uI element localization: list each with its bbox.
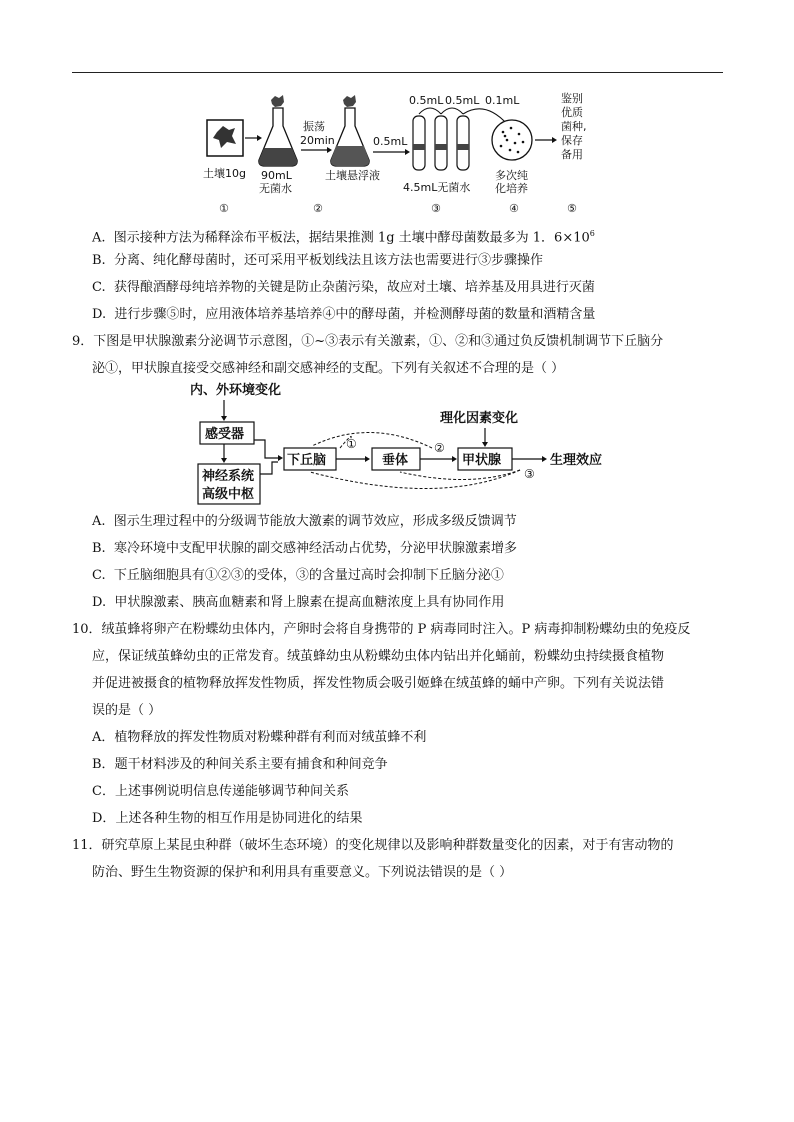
- colony: [522, 141, 525, 144]
- option-letter: B.: [92, 541, 106, 556]
- feedback-2: [312, 432, 432, 448]
- hypothalamus-label: 下丘脑: [287, 453, 327, 468]
- arrow-receptor-nerve-head: [221, 458, 227, 463]
- shake-time-label: 20min: [300, 134, 335, 147]
- step-4: ④: [509, 202, 519, 215]
- tube-3: [457, 116, 469, 170]
- q10-stem-line-1: 10．绒茧蜂将卵产在粉蝶幼虫体内，产卵时会将自身携带的 P 病毒同时注入。P 病毒抑制粉蝶幼虫的免疫反: [72, 622, 691, 637]
- q10-option-c: [92, 783, 349, 801]
- option-letter: C.: [92, 568, 106, 583]
- option-letter: A．: [92, 730, 115, 745]
- thyroid-label: 甲状腺: [462, 453, 502, 468]
- step-2: ②: [313, 202, 323, 215]
- q10-option-d: [92, 810, 362, 828]
- option-text: 分离、纯化酵母菌时，还可采用平板划线法且该方法也需要进行③步骤操作: [113, 253, 543, 268]
- transfer-arc-1: [419, 108, 441, 114]
- step-1: ①: [219, 202, 229, 215]
- option-superscript: 6: [589, 229, 595, 238]
- water90-label: 90mL: [261, 169, 292, 182]
- q8-option-b: [92, 252, 543, 270]
- colony: [502, 131, 505, 134]
- option-text: 题干材料涉及的种间关系主要有捕食和种间竞争: [114, 757, 388, 772]
- pituitary-label: 垂体: [382, 453, 409, 468]
- vol-05-label: 0.5mL: [373, 135, 408, 148]
- tube-2-band: [435, 144, 447, 150]
- effect-label: 生理效应: [550, 453, 603, 468]
- option-text: 进行步骤⑤时，应用液体培养基培养④中的酵母菌，并检测酵母菌的数量和酒精含量: [114, 307, 596, 322]
- sterile-water-label: 无菌水: [259, 182, 292, 195]
- identify-line-4: 保存: [561, 134, 583, 147]
- soil-drop-1: [271, 95, 284, 107]
- colony: [509, 149, 512, 152]
- multi-pure-label-1: 多次纯: [495, 169, 528, 182]
- q10-stem-line-2: 应，保证绒茧蜂幼虫的正常发育。绒茧蜂幼虫从粉蝶幼虫体内钻出并化蛹前，粉蝶幼虫持续摄食植物: [92, 649, 665, 664]
- arrow-pit-thy-head: [452, 456, 457, 462]
- soil-label: 土壤10g: [203, 167, 246, 180]
- arrow-env-head: [221, 416, 227, 421]
- identify-line-5: 备用: [561, 148, 583, 161]
- colony: [504, 135, 507, 138]
- option-text: 寒冷环境中支配甲状腺的副交感神经活动占优势，分泌甲状腺激素增多: [113, 541, 517, 556]
- env-change-label: 内、外环境变化: [190, 383, 282, 398]
- nerve-center-label-2: 高级中枢: [202, 487, 255, 502]
- option-text: 图示生理过程中的分级调节能放大激素的调节效应，形成多级反馈调节: [113, 514, 517, 529]
- colony: [506, 139, 509, 142]
- q8-option-d: [92, 306, 595, 324]
- tube-1: [413, 116, 425, 170]
- identify-line-1: 鉴别: [561, 92, 583, 105]
- q9-option-b: [92, 540, 517, 558]
- q10-stem-line-4: 误的是（ ）: [92, 703, 162, 718]
- physchem-label: 理化因素变化: [440, 411, 519, 426]
- option-letter: D.: [92, 595, 107, 610]
- colony: [514, 142, 517, 145]
- colony: [510, 127, 513, 130]
- top-05b-label: 0.5mL: [445, 94, 480, 107]
- arrow-nerve-hypo: [260, 462, 278, 474]
- step-5: ⑤: [567, 202, 577, 215]
- hormone-2-label: ②: [434, 441, 445, 455]
- q10-option-a: [92, 729, 426, 747]
- arrow-effect-head: [542, 456, 547, 462]
- option-letter: D．: [92, 811, 116, 826]
- q9-option-c: [92, 567, 504, 585]
- feedback-3-hypo: [310, 470, 520, 489]
- q8-option-a: [92, 225, 595, 247]
- q9-option-d: [92, 594, 504, 612]
- q9-stem-line-2: 泌①，甲状腺直接受交感神经和副交感神经的支配。下列有关叙述不合理的是（ ）: [92, 361, 565, 376]
- tube-3-band: [457, 144, 469, 150]
- arrow-receptor-hypo: [254, 440, 278, 458]
- q11-stem-line-2: 防治、野生生物资源的保护和利用具有重要意义。下列说法错误的是（ ）: [92, 865, 513, 880]
- q10-stem-line-3: 并促进被摄食的植物释放挥发性物质，挥发性物质会吸引姬蜂在绒茧蜂的蛹中产卵。下列有关说法错: [92, 676, 665, 691]
- hormone-1-label: ①: [346, 437, 357, 451]
- option-letter: B．: [92, 757, 115, 772]
- option-text: 获得酿酒酵母纯培养物的关键是防止杂菌污染，故应对土壤、培养基及用具进行灭菌: [113, 280, 595, 295]
- colony: [518, 133, 521, 136]
- multi-pure-label-2: 化培养: [495, 182, 528, 195]
- yeast-isolation-figure: [195, 90, 615, 220]
- tube-2: [435, 116, 447, 170]
- thyroid-regulation-diagram: [190, 378, 620, 510]
- identify-line-3: 菌种,: [561, 120, 587, 133]
- arrow-3-head: [405, 149, 410, 155]
- soil-drop-2: [343, 95, 356, 107]
- receptor-label: 感受器: [205, 427, 245, 442]
- flask-1-contents: [259, 148, 297, 166]
- option-letter: B.: [92, 253, 106, 268]
- feedback-3-pit: [400, 470, 520, 480]
- option-text: 上述各种生物的相互作用是协同进化的结果: [115, 811, 363, 826]
- arrow-2-head: [327, 147, 332, 153]
- identify-line-2: 优质: [561, 106, 583, 119]
- colony: [517, 151, 520, 154]
- arrow-5-head: [552, 137, 557, 143]
- q9-option-a: [92, 513, 517, 531]
- colony: [500, 145, 503, 148]
- header-rule: [72, 72, 723, 73]
- option-letter: A.: [92, 514, 106, 529]
- option-text: 上述事例说明信息传递能够调节种间关系: [114, 784, 349, 799]
- top-05a-label: 0.5mL: [409, 94, 444, 107]
- q10-option-b: [92, 756, 388, 774]
- transfer-arc-2: [441, 108, 463, 114]
- hormone-3-label: ③: [524, 467, 535, 481]
- arrow-physchem-head: [482, 442, 488, 447]
- nerve-center-label-1: 神经系统: [202, 469, 255, 484]
- option-text: 植物释放的挥发性物质对粉蝶种群有利而对绒茧蜂不利: [114, 730, 427, 745]
- option-letter: C.: [92, 280, 106, 295]
- option-text: 图示接种方法为稀释涂布平板法，据结果推测 1g 土壤中酵母菌数最多为 1．6×10: [113, 230, 590, 246]
- option-letter: A.: [92, 230, 106, 246]
- option-text: 甲状腺激素、胰高血糖素和肾上腺素在提高血糖浓度上具有协同作用: [114, 595, 505, 610]
- step-3: ③: [431, 202, 441, 215]
- culture-plate: [492, 120, 532, 160]
- flask-2-contents: [331, 146, 369, 166]
- arrow-receptor-hypo-head: [278, 455, 283, 461]
- arrow-1-head: [257, 135, 262, 141]
- option-letter: C．: [92, 784, 115, 799]
- option-letter: D.: [92, 307, 107, 322]
- suspension-label: 土壤悬浮液: [325, 169, 380, 182]
- option-text: 下丘脑细胞具有①②③的受体，③的含量过高时会抑制下丘脑分泌①: [113, 568, 504, 583]
- arrow-hypo-pit-head: [365, 456, 370, 462]
- shake-label: 振荡: [303, 120, 325, 133]
- q11-stem-line-1: 11．研究草原上某昆虫种群（破坏生态环境）的变化规律以及影响种群数量变化的因素，对于有害动物的: [72, 838, 674, 853]
- q8-option-c: [92, 279, 595, 297]
- tube-1-band: [413, 144, 425, 150]
- top-01-label: 0.1mL: [485, 94, 520, 107]
- q9-stem-line-1: 9．下图是甲状腺激素分泌调节示意图，①~③表示有关激素，①、②和③通过负反馈机制调节下丘脑分: [72, 334, 664, 349]
- tube-water-label: 4.5mL无菌水: [403, 181, 471, 194]
